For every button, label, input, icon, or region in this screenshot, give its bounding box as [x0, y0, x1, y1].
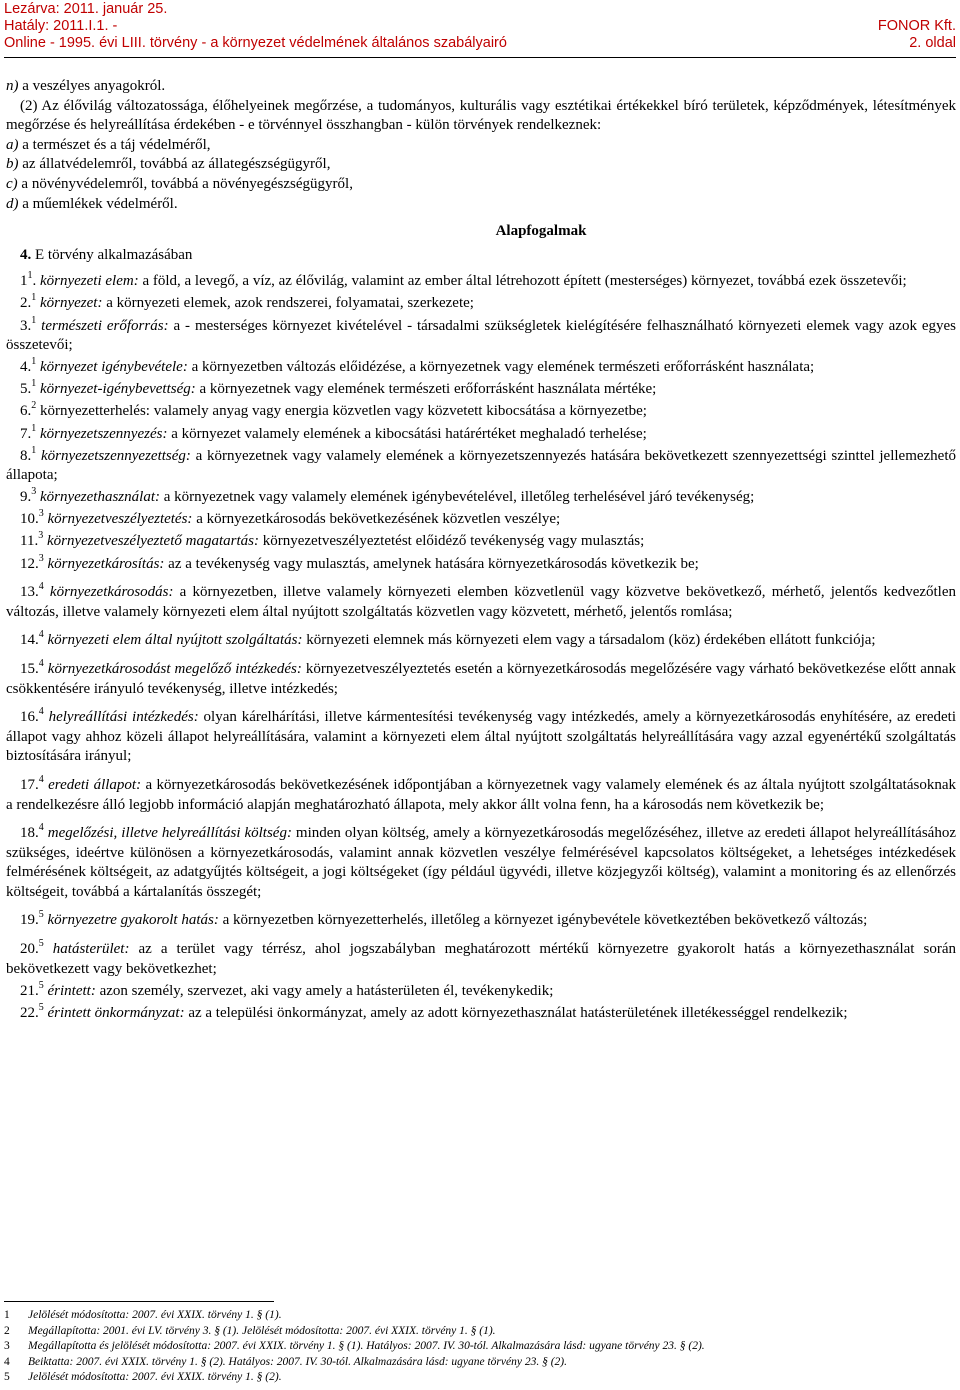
definition-number: 5.	[20, 381, 32, 398]
definition-item	[6, 488, 956, 508]
definition-item	[6, 911, 956, 931]
list-item: c) a növényvédelemről, továbbá a növényegészségügyről,	[6, 175, 353, 192]
definition-term: környezethasználat:	[40, 489, 160, 506]
footnote-ref: 3	[31, 486, 37, 498]
definition-term: környezet:	[40, 295, 103, 312]
footnote-ref: 4	[38, 581, 44, 593]
footnote-ref: 4	[38, 657, 44, 669]
footnote-ref: 1	[31, 444, 37, 456]
footnote-ref: 2	[31, 400, 37, 412]
definition-text: a - mesterséges környezet kivételével - társadalmi szükségletek kielégítésére felhasználható környezeti elemek vagy azok egyes összetevői;	[6, 317, 957, 354]
footnote-ref: 1	[31, 378, 37, 390]
definition-number: 16.	[20, 709, 39, 726]
footnote-number: 4	[4, 1355, 10, 1368]
definition-term: megelőzési, illetve helyreállítási költség:	[47, 825, 292, 842]
header-divider	[4, 57, 956, 58]
definition-text: a környezeti elemek, azok rendszerei, folyamatai, szerkezete;	[102, 295, 474, 312]
definition-text: a környezetnek vagy elemének természeti erőforrásként használata mértéke;	[195, 381, 657, 398]
document-body	[6, 77, 956, 1023]
definition-text: a környezetben változás előidézése, a környezetnek vagy elemének természeti erőforrásként használata;	[187, 359, 815, 376]
definition-number: 8.	[20, 447, 32, 464]
definition-item	[6, 552, 956, 575]
definition-item	[6, 314, 957, 356]
header-page-number: 2. oldal	[909, 35, 956, 51]
definition-number: 10.	[20, 511, 39, 528]
definition-term: környezet igénybevétele:	[40, 359, 188, 376]
footnote-number: 3	[4, 1340, 10, 1352]
definition-term: környezetre gyakorolt hatás:	[47, 912, 219, 929]
definition-item	[6, 358, 956, 378]
definition-term: környezeti elem által nyújtott szolgáltatás:	[47, 632, 303, 649]
definition-number: 17.	[20, 776, 39, 793]
definition-text: környezetveszélyeztetést előidéző tevékenység vagy mulasztás;	[258, 533, 645, 550]
definition-number: 21.	[20, 982, 39, 999]
definition-item	[6, 444, 957, 486]
definition-term: környezetszennyezettség:	[40, 447, 191, 464]
list-item: d) a műemlékek védelméről.	[6, 195, 178, 212]
footnote-ref: 5	[38, 1001, 44, 1013]
definition-number: 18.	[20, 825, 39, 842]
definition-term: környezetkárosodás:	[49, 584, 174, 601]
footnote-ref: 5	[38, 979, 44, 991]
footnote-item	[4, 1324, 956, 1340]
section-title: Alapfogalmak	[495, 223, 587, 240]
definition-text: az a települési önkormányzat, amely az adott környezethasználat hatásterületének illetékességgel rendelkezik;	[184, 1004, 848, 1021]
definition-item	[6, 940, 956, 979]
section-number: 4.	[20, 246, 32, 263]
definition-term: érintett:	[47, 982, 96, 999]
definition-text: a környezetkárosodás bekövetkezésének közvetlen veszélye;	[192, 511, 561, 528]
footnotes	[4, 1308, 956, 1386]
definition-number: 3.	[20, 317, 32, 334]
definition-text: a környezetnek vagy valamely elemének a környezetszennyezés hatására bekövetkezett szennyezettségi szinttel jellemezhető állapota;	[6, 447, 957, 484]
definition-text: környezeti elemnek más környezeti elem vagy a társadalom (köz) érdekében ellátott funkciója;	[302, 632, 876, 649]
footnote-text: Megállapította: 2001. évi LV. törvény 3. § (1). Jelölését módosította: 2007. évi XXIX. törvény 1. § (1).	[28, 1324, 496, 1337]
definition-text: a környezetben, illetve valamely környezeti elemben közvetlenül vagy közvetve bekövetkező, mérhető, jelentős kedvezőtlen változás, illetve valamely környezeti elem által nyújtott szolgáltatás közvetlen vagy közvetett, mérhető, jelentős romlása;	[6, 584, 956, 620]
footnote-item	[4, 1355, 956, 1371]
footnote-divider	[4, 1301, 274, 1302]
definition-number: 4.	[20, 359, 32, 376]
definition-number: 13.	[20, 584, 39, 601]
definition-text: a környezetnek vagy valamely elemének igénybevételével, illetőleg terhelésével járó tevékenység;	[159, 489, 755, 506]
definition-number: 15.	[20, 660, 39, 677]
intro-list	[6, 136, 956, 214]
footnote-ref: 4	[38, 629, 44, 641]
list-item: b) az állatvédelemről, továbbá az állategészségügyről,	[6, 156, 331, 173]
definition-item: $1^1$. környezeti elem: a föld, a levegő, a víz, az élővilág, valamint az ember által létrehozott épített (mesterséges) környezet, továbbá ezek összetevői;	[20, 270, 907, 290]
header-law-title: Online - 1995. évi LIII. törvény - a környezet védelmének általános szabályairó	[4, 35, 507, 51]
definition-term: hatásterület:	[52, 941, 130, 958]
definition-text: minden olyan költség, amely a környezetkárosodás megelőzéséhez, illetve az eredeti állapot helyreállításához szükséges, ideértve különösen a környezetkárosodás, valamint annak közvetlen veszélye felmérésével kapcsolatos költségeket, a lehetséges intézkedések felmérésének költségeit, az adatgyűjtés költségeit, a jogi költségeket (így például ügyvédi, illetve közjegyzői költség), valamint a monitoring és az ellenőrzés költségeit, továbbá a kártalanítás összegét;	[6, 825, 956, 900]
footnote-ref: 1	[31, 356, 37, 368]
footnote-item	[4, 1308, 956, 1324]
footnote-number: 1	[4, 1309, 10, 1321]
footnote-text: Megállapította és jelölését módosította: 2007. évi XXIX. törvény 1. § (1). Hatályos: 2007. IV. 30-tól. Alkalmazására lásd: ugyane törvény 23. § (2).	[28, 1340, 705, 1352]
definition-text: az a terület vagy térrész, ahol jogszabályban meghatározott mértékű környezetre gyakorolt hatás a környezethasználat során bekövetkezett vagy bekövetkezhet;	[6, 941, 956, 977]
footnote-item	[4, 1339, 956, 1355]
footnote-ref: 1	[31, 422, 37, 434]
definition-number: 19.	[20, 912, 39, 929]
definition-term: környezetszennyezés:	[40, 425, 168, 442]
definition-item	[6, 294, 956, 314]
definition-text: a környezetkárosodás bekövetkezésének időpontjában a környezetnek vagy valamely elemének és az általa nyújtott szolgáltatásoknak a rendelkezésre álló legjobb információ alapján meghatározható állapota, mely akkor állt volna fenn, ha a károsodás nem következik be;	[6, 776, 956, 813]
definition-text: környezetveszélyeztetés esetén a környezetkárosodás megelőzésére vagy várható bekövetkezése előtt annak csökkentésére irányuló tevékenység, illetve intézkedés;	[6, 660, 957, 697]
definition-item	[6, 510, 956, 530]
footnote-ref: 5	[38, 909, 44, 921]
definition-text: olyan kárelhárítási, illetve kármentesítési tevékenység vagy intézkedés, amely a környezetkárosodás enyhítésére, az eredeti állapot vagy ahhoz közeli állapot helyreállítására, valamint a környezeti elem által nyújtott szolgáltatás helyreállítására vagy azzal egyenértékű szolgáltatás biztosítására irányul;	[6, 709, 957, 765]
footnote-number: 2	[4, 1324, 10, 1337]
definition-item	[6, 532, 956, 552]
definition-item	[6, 773, 956, 815]
definition-item	[6, 1001, 956, 1024]
definition-number: 6.	[20, 403, 32, 420]
definition-term: érintett önkormányzat:	[47, 1004, 185, 1021]
footnote-ref: 3	[38, 530, 44, 542]
footnote-ref: 1	[27, 270, 33, 282]
definition-text: a környezet valamely elemének a kibocsátási határértéket meghaladó terhelése;	[167, 425, 647, 442]
definition-item	[6, 708, 956, 767]
definition-item	[6, 979, 956, 1002]
definition-item	[6, 583, 956, 622]
definition-number: 14.	[20, 632, 39, 649]
footnote-number: 5	[4, 1371, 10, 1383]
definition-text: környezetterhelés: valamely anyag vagy energia közvetlen vagy közvetett kibocsátása a környezetbe;	[40, 403, 647, 420]
definition-number: 22.	[20, 1004, 39, 1021]
definition-item	[6, 824, 956, 902]
definition-number: 7.	[20, 425, 32, 442]
header-closed-date: Lezárva: 2011. január 25.	[4, 1, 168, 17]
footnote-ref: 1	[31, 314, 37, 326]
footnote-text: Beiktatta: 2007. évi XXIX. törvény 1. § (2). Hatályos: 2007. IV. 30-tól. Alkalmazására lásd: ugyane törvény 23. § (2).	[28, 1355, 568, 1368]
footnote-ref: 3	[38, 508, 44, 520]
definition-item	[6, 631, 956, 651]
footnote-ref: 4	[38, 822, 44, 834]
footnote-ref: 4	[38, 773, 44, 785]
definition-term: környezet-igénybevettség:	[40, 381, 196, 398]
definition-number: 11.	[20, 533, 39, 550]
footnote-text: Jelölését módosította: 2007. évi XXIX. törvény 1. § (1).	[28, 1309, 282, 1321]
definition-number: 2.	[20, 295, 32, 312]
definition-item	[6, 657, 957, 699]
header-effect: Hatály: 2011.I.1. -	[4, 18, 118, 34]
definition-list	[6, 272, 956, 1023]
paragraph-2: (2) Az élővilág változatossága, élőhelyeinek megőrzése, a tudományos, kulturális vagy esztétikai értékekkel bíró területek, képződmények, létesítmények megőrzése és helyreállítása érdekében - e törvénnyel összhangban - külön törvények rendelkeznek:	[6, 97, 956, 134]
definition-item	[6, 402, 956, 422]
definition-term: környezeti elem:	[40, 273, 139, 290]
header-right	[878, 18, 956, 52]
definition-text: az a tevékenység vagy mulasztás, amelynek hatására környezetkárosodás következik be;	[164, 555, 699, 572]
definition-text: a környezetben környezetterhelés, illetőleg a környezet igénybevétele következtében bekövetkező változás;	[218, 912, 868, 929]
definition-term: környezetkárosodást megelőző intézkedés:	[47, 660, 302, 677]
footnote-item	[4, 1370, 956, 1386]
list-item-n: n) a veszélyes anyagokról.	[6, 78, 166, 94]
header-meta	[4, 1, 507, 52]
definition-term: helyreállítási intézkedés:	[48, 709, 199, 726]
section-heading: 4. E törvény alkalmazásában	[20, 246, 193, 263]
definition-number: 9.	[20, 489, 32, 506]
definition-number: 1	[20, 273, 28, 290]
footnote-ref: 4	[38, 706, 44, 718]
definition-term: környezetveszélyeztető magatartás:	[46, 533, 259, 550]
definition-item	[6, 380, 956, 400]
definition-term: eredeti állapot:	[48, 776, 142, 793]
definition-term: környezetkárosítás:	[47, 555, 165, 572]
footnote-ref: 5	[38, 938, 44, 950]
definition-text: azon személy, szervezet, aki vagy amely a hatásterületen él, tevékenykedik;	[95, 982, 554, 999]
header-company: FONOR Kft.	[877, 18, 956, 34]
definition-number: 20.	[20, 941, 39, 958]
definition-term: természeti erőforrás:	[41, 317, 169, 334]
footnote-ref: 3	[38, 552, 44, 564]
footnote-ref: 1	[31, 292, 37, 304]
definition-number: 12.	[20, 555, 39, 572]
definition-term: környezetveszélyeztetés:	[47, 511, 193, 528]
definition-text: a föld, a levegő, a víz, az élővilág, valamint az ember által létrehozott épített (mesterséges) környezet, továbbá ezek összetevői;	[138, 273, 907, 290]
list-item: a) a természet és a táj védelméről,	[6, 136, 211, 153]
page-header	[4, 0, 956, 56]
footnote-text: Jelölését módosította: 2007. évi XXIX. törvény 1. § (2).	[28, 1371, 282, 1383]
definition-item	[6, 422, 956, 445]
